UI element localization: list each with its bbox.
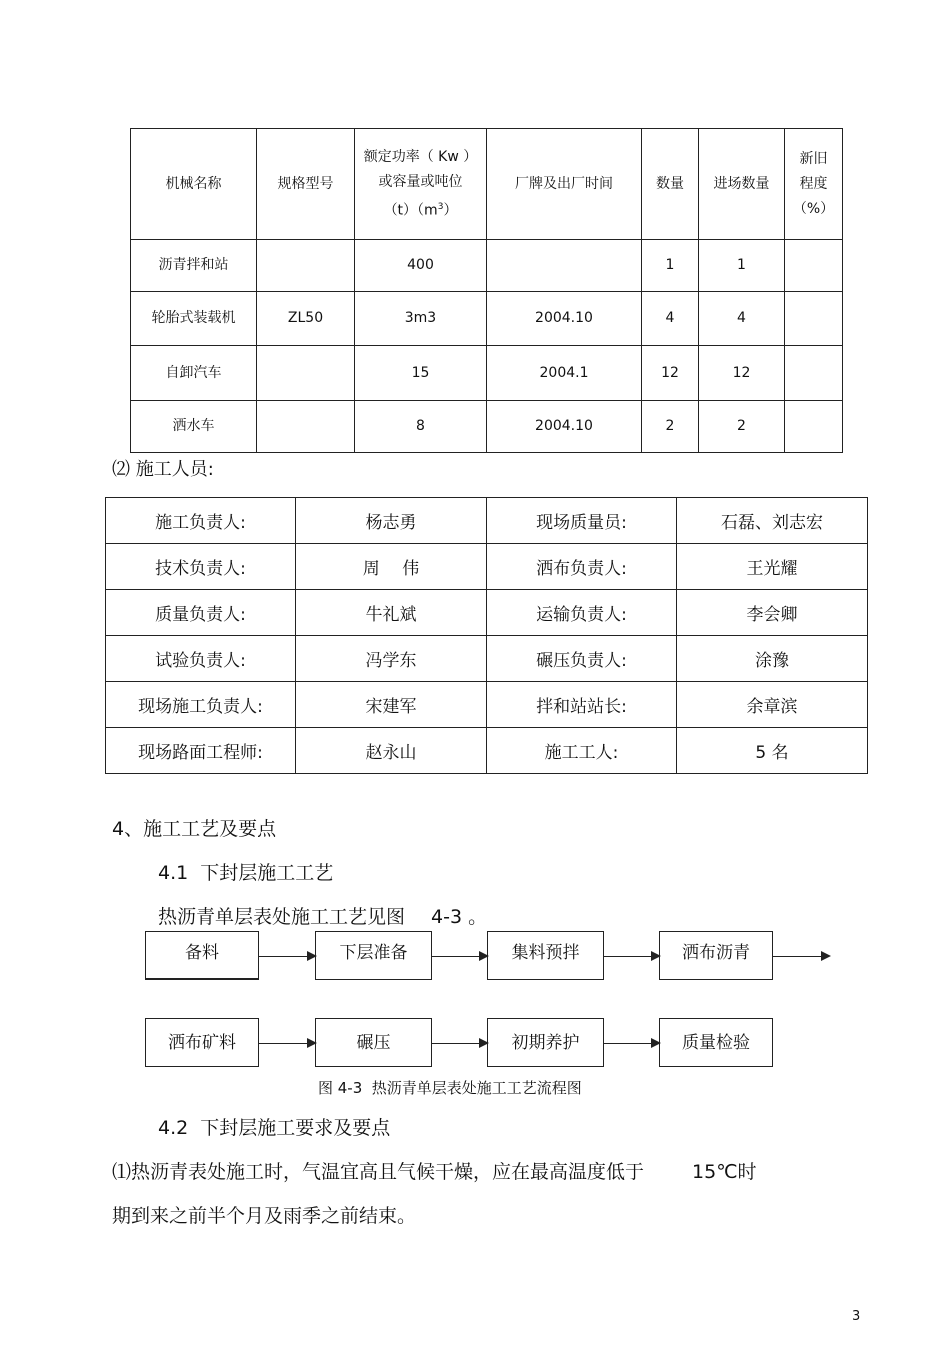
flow-arrow: [259, 1043, 315, 1044]
person-name: 王光耀: [677, 544, 868, 590]
header-cond-line1: 新旧: [799, 150, 828, 167]
cell-model: [257, 346, 355, 401]
cell-brand: [487, 240, 642, 292]
role-label: 施工负责人:: [106, 498, 296, 544]
person-name: 周 伟: [296, 544, 487, 590]
header-name: 机械名称: [131, 129, 257, 240]
role-label: 质量负责人:: [106, 590, 296, 636]
cell-condition: [785, 401, 843, 453]
cell-brand: 2004.1: [487, 346, 642, 401]
flow-arrow: [432, 1043, 487, 1044]
header-power-line3-end: ）: [443, 202, 458, 219]
role-label: 现场路面工程师:: [106, 728, 296, 774]
flow-step-spread-aggregate: 洒布矿料: [145, 1018, 259, 1067]
header-onsite: 进场数量: [699, 129, 785, 240]
header-power-line3-text: （t）（m: [383, 202, 438, 219]
table-header-row: [131, 129, 843, 240]
table-row: [131, 240, 843, 292]
table-row: [131, 292, 843, 346]
cell-model: [257, 401, 355, 453]
person-name: 李会卿: [677, 590, 868, 636]
cell-qty: 4: [642, 292, 699, 346]
paragraph-1-temp: 15℃时: [692, 1161, 757, 1183]
role-label: 洒布负责人:: [487, 544, 677, 590]
cell-brand: 2004.10: [487, 401, 642, 453]
machinery-table: [130, 128, 843, 453]
flow-arrow: [604, 956, 659, 957]
process-intro-figure-ref: 4-3 。: [431, 906, 488, 928]
table-row: [106, 498, 868, 544]
section-4-1-heading: 4.1 下封层施工工艺: [158, 862, 334, 884]
table-row: [106, 544, 868, 590]
cell-model: ZL50: [257, 292, 355, 346]
cell-name: 自卸汽车: [131, 346, 257, 401]
header-cond-line3: （%）: [792, 200, 835, 217]
cell-brand: 2004.10: [487, 292, 642, 346]
cell-onsite: 4: [699, 292, 785, 346]
table-row: [106, 636, 868, 682]
cell-power: 15: [355, 346, 487, 401]
person-name: 宋建军: [296, 682, 487, 728]
table-row: [106, 728, 868, 774]
header-power-line1: 额定功率（ Kw ）: [363, 148, 478, 165]
header-power-line2: 或容量或吨位: [378, 173, 463, 190]
header-power: [355, 129, 487, 240]
cell-name: 沥青拌和站: [131, 240, 257, 292]
flow-arrow: [432, 956, 487, 957]
cell-power: 400: [355, 240, 487, 292]
flow-step-materials: 备料: [145, 931, 259, 980]
header-model: 规格型号: [257, 129, 355, 240]
role-label: 现场质量员:: [487, 498, 677, 544]
personnel-table: [105, 497, 868, 774]
personnel-title: ⑵ 施工人员:: [112, 459, 214, 480]
table-row: [106, 590, 868, 636]
header-condition: [785, 129, 843, 240]
table-row: [131, 346, 843, 401]
cell-name: 洒水车: [131, 401, 257, 453]
person-name: 余章滨: [677, 682, 868, 728]
flow-arrow: [773, 956, 829, 957]
cell-condition: [785, 292, 843, 346]
person-name: 冯学东: [296, 636, 487, 682]
header-power-sup: 3: [437, 201, 444, 212]
cell-condition: [785, 346, 843, 401]
cell-onsite: 1: [699, 240, 785, 292]
role-label: 施工工人:: [487, 728, 677, 774]
flow-step-quality-inspection: 质量检验: [659, 1018, 773, 1067]
section-4-heading: 4、施工工艺及要点: [112, 818, 277, 840]
header-qty: 数量: [642, 129, 699, 240]
page-number: 3: [852, 1309, 861, 1324]
cell-name: 轮胎式装载机: [131, 292, 257, 346]
role-label: 运输负责人:: [487, 590, 677, 636]
process-intro: [158, 902, 487, 929]
cell-onsite: 2: [699, 401, 785, 453]
process-intro-text: 热沥青单层表处施工工艺见图: [158, 906, 406, 928]
flow-arrow: [259, 956, 315, 957]
person-name: 涂豫: [677, 636, 868, 682]
cell-qty: 1: [642, 240, 699, 292]
person-name: 赵永山: [296, 728, 487, 774]
table-row: [131, 401, 843, 453]
flow-step-spray-asphalt: 洒布沥青: [659, 931, 773, 980]
role-label: 现场施工负责人:: [106, 682, 296, 728]
cell-qty: 12: [642, 346, 699, 401]
cell-qty: 2: [642, 401, 699, 453]
role-label: 碾压负责人:: [487, 636, 677, 682]
person-name: 5 名: [677, 728, 868, 774]
header-cond-line2: 程度: [799, 175, 828, 192]
cell-condition: [785, 240, 843, 292]
paragraph-1-text: ⑴热沥青表处施工时，气温宜高且气候干燥，应在最高温度低于: [112, 1161, 645, 1183]
cell-power: 3m3: [355, 292, 487, 346]
header-power-line3: [355, 195, 486, 224]
role-label: 试验负责人:: [106, 636, 296, 682]
person-name: 杨志勇: [296, 498, 487, 544]
paragraph-1: [112, 1157, 872, 1184]
person-name: 石磊、刘志宏: [677, 498, 868, 544]
table-row: [106, 682, 868, 728]
flow-arrow: [604, 1043, 659, 1044]
role-label: 拌和站站长:: [487, 682, 677, 728]
cell-power: 8: [355, 401, 487, 453]
flow-step-rolling: 碾压: [315, 1018, 432, 1067]
section-4-2-heading: 4.2 下封层施工要求及要点: [158, 1117, 391, 1139]
paragraph-2: 期到来之前半个月及雨季之前结束。: [112, 1205, 417, 1227]
person-name: 牛礼斌: [296, 590, 487, 636]
cell-model: [257, 240, 355, 292]
role-label: 技术负责人:: [106, 544, 296, 590]
figure-caption: 图 4-3 热沥青单层表处施工工艺流程图: [318, 1079, 582, 1097]
header-brand: 厂牌及出厂时间: [487, 129, 642, 240]
flow-step-initial-curing: 初期养护: [487, 1018, 604, 1067]
flow-step-aggregate-premix: 集料预拌: [487, 931, 604, 980]
flow-step-base-prep: 下层准备: [315, 931, 432, 980]
cell-onsite: 12: [699, 346, 785, 401]
